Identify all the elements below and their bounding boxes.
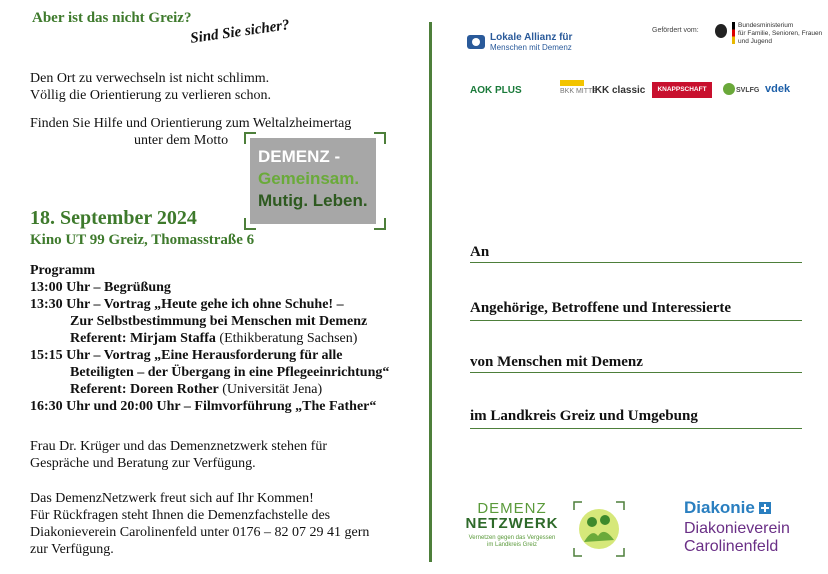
- diakonie-line-2: Diakonieverein: [684, 520, 790, 537]
- allianz-title: Lokale Allianz für: [490, 32, 573, 43]
- netzwerk-word-1: DEMENZ: [477, 500, 547, 517]
- sponsor-aok: AOK PLUS: [470, 85, 522, 96]
- center-divider: [429, 22, 432, 562]
- find-line-2: unter dem Motto: [134, 133, 229, 148]
- diakonie-logo: [684, 498, 790, 556]
- address-line-1: An: [470, 244, 490, 260]
- bkk-stripe: [560, 80, 584, 86]
- bkk-label: BKK MITTE: [560, 88, 597, 95]
- note-line-2: Gespräche und Beratung zur Verfügung.: [30, 456, 256, 471]
- motto-box: [250, 138, 380, 224]
- sponsor-ikk: IKK classic: [592, 85, 646, 96]
- program-item: 13:30 Uhr – Vortrag „Heute gehe ich ohne Schuhe! –: [30, 297, 344, 312]
- address-underline: [470, 320, 802, 321]
- diakonie-cross-icon: [759, 502, 771, 514]
- diakonie-title: [684, 498, 790, 518]
- eagle-icon: [712, 22, 730, 40]
- speaker-name: Referent: Doreen Rother: [70, 382, 219, 397]
- speaker-affiliation: (Universität Jena): [218, 382, 323, 397]
- motto-panel: [250, 138, 376, 224]
- program-item: [70, 330, 357, 347]
- speaker-affiliation: (Ethikberatung Sachsen): [215, 331, 358, 346]
- motto-line-2: Gemeinsam.: [258, 169, 360, 188]
- program-item: [70, 381, 322, 398]
- closing-line: zur Verfügung.: [30, 542, 114, 557]
- people-icon: [572, 500, 626, 558]
- funded-by-label: Gefördert vom:: [652, 27, 699, 34]
- event-date: 18. September 2024: [30, 207, 197, 229]
- sponsor-bkk: [560, 80, 597, 102]
- address-line-2: Angehörige, Betroffene und Interessierte: [470, 300, 732, 316]
- note-line-1: Frau Dr. Krüger und das Demenznetzwerk stehen für: [30, 439, 328, 454]
- program-item: 13:00 Uhr – Begrüßung: [30, 280, 171, 295]
- speaker-name: Referent: Mirjam Staffa: [70, 331, 216, 346]
- program-title: Programm: [30, 263, 96, 278]
- svlfg-label: SVLFG: [736, 87, 760, 94]
- allianz-icon: [466, 34, 486, 50]
- sponsor-knappschaft: KNAPPSCHAFT: [652, 82, 712, 98]
- motto-line-1: DEMENZ -: [258, 147, 341, 166]
- svlfg-icon: [722, 82, 736, 96]
- find-line-1: Finden Sie Hilfe und Orientierung zum Weltalzheimertag: [30, 116, 352, 131]
- allianz-sub: Menschen mit Demenz: [490, 43, 572, 52]
- address-line-3: von Menschen mit Demenz: [470, 354, 643, 370]
- program-item: 16:30 Uhr und 20:00 Uhr – Filmvorführung „The Father“: [30, 399, 377, 414]
- ministry-line: für Familie, Senioren, Frauen: [738, 30, 823, 37]
- program-item: 15:15 Uhr – Vortrag „Eine Herausforderung für alle: [30, 348, 343, 363]
- netzwerk-word-2: NETZWERK: [465, 515, 559, 532]
- address-line-4: im Landkreis Greiz und Umgebung: [470, 408, 698, 424]
- ministry-line: und Jugend: [738, 38, 772, 45]
- address-underline: [470, 428, 802, 429]
- netzwerk-sub: [462, 535, 562, 549]
- sponsor-vdek: vdek: [765, 83, 791, 95]
- closing-line: Das DemenzNetzwerk freut sich auf Ihr Kommen!: [30, 491, 314, 506]
- address-underline: [470, 372, 802, 373]
- diakonie-word: Diakonie: [684, 498, 755, 517]
- event-venue: Kino UT 99 Greiz, Thomasstraße 6: [30, 232, 255, 248]
- closing-line: Diakonieverein Carolinenfeld unter 0176 – 82 07 29 41 gern: [30, 525, 370, 540]
- program-item: Zur Selbstbestimmung bei Menschen mit Demenz: [70, 314, 368, 329]
- flag-bar: [732, 22, 735, 44]
- netzwerk-sub-line: im Landkreis Greiz: [486, 542, 537, 548]
- diakonie-line-3: Carolinenfeld: [684, 538, 779, 555]
- closing-line: Für Rückfragen steht Ihnen die Demenzfachstelle des: [30, 508, 331, 523]
- ministry-line: Bundesministerium: [738, 22, 794, 29]
- program-item: Beteiligten – der Übergang in eine Pflegeeinrichtung“: [70, 365, 390, 380]
- motto-line-3: Mutig. Leben.: [258, 191, 368, 210]
- demenz-netzwerk-logo: [462, 500, 562, 549]
- netzwerk-emblem: [572, 500, 626, 558]
- ministry-name: [738, 22, 822, 46]
- intro-line-2: Völlig die Orientierung zu verlieren schon.: [30, 88, 272, 103]
- headline: Aber ist das nicht Greiz?: [32, 10, 192, 26]
- intro-line-1: Den Ort zu verwechseln ist nicht schlimm.: [30, 71, 270, 86]
- netzwerk-sub-line: Vernetzen gegen das Vergessen: [468, 535, 556, 541]
- address-underline: [470, 262, 802, 263]
- script-text: Sind Sie sicher?: [189, 17, 291, 47]
